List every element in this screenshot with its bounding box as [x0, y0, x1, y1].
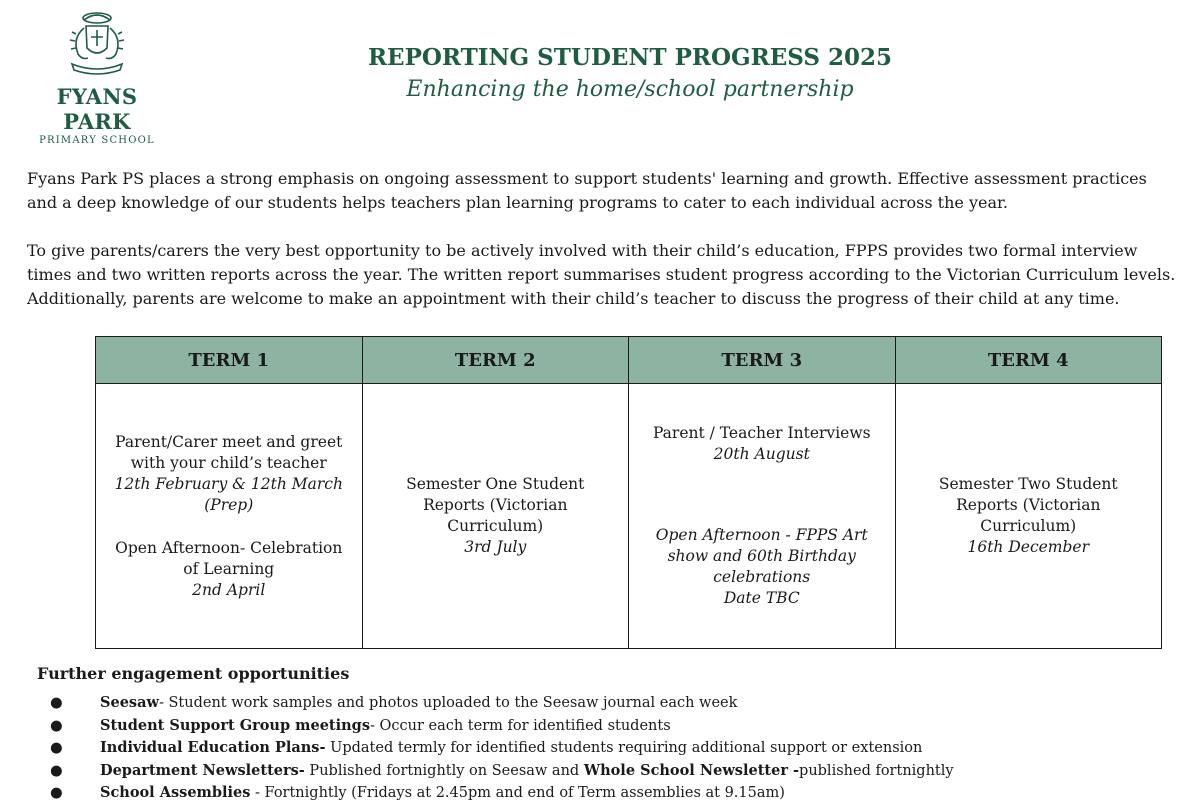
item-title-2: Whole School Newsletter -	[583, 761, 800, 779]
term-2-event-1: Semester One Student Reports (Victorian Curriculum)	[406, 475, 585, 535]
school-logo	[22, 8, 172, 146]
intro-paragraph-1: Fyans Park PS places a strong emphasis on ongoing assessment to support students' learning and growth. Effective assessment practices and a deep knowledge of our students helps teachers plan learning programs to cater to each individual across the year.	[27, 169, 1147, 212]
document-header	[330, 44, 930, 102]
item-title: Individual Education Plans-	[100, 739, 326, 757]
bullet-icon: ●	[50, 785, 63, 802]
page-title: REPORTING STUDENT PROGRESS 2025	[367, 44, 893, 71]
term-4-event-1: Semester Two Student Reports (Victorian Curriculum)	[938, 475, 1118, 535]
term-2-date-1: 3rd July	[464, 538, 527, 556]
item-title: Seesaw	[100, 694, 159, 711]
further-engagement-heading: Further engagement opportunities	[37, 664, 350, 683]
table-row	[96, 384, 1162, 649]
term-3-event-2: Open Afternoon - FPPS Art show and 60th Birthday celebrations	[655, 526, 868, 586]
list-item	[50, 737, 954, 760]
term-4-date-1: 16th December	[967, 538, 1090, 556]
item-title: School Assemblies	[100, 784, 251, 802]
school-crest-icon	[62, 8, 132, 80]
term-1-cell	[96, 384, 363, 649]
list-item	[50, 782, 954, 805]
school-subtitle: PRIMARY SCHOOL	[39, 135, 155, 146]
bullet-icon: ●	[50, 695, 63, 711]
table-header-row	[96, 337, 1162, 384]
term-3-cell	[629, 384, 896, 649]
engagement-list	[50, 692, 954, 805]
item-text: Published fortnightly on Seesaw and	[304, 762, 584, 779]
school-name: FYANS PARK	[56, 84, 138, 134]
term-4-cell	[895, 384, 1162, 649]
term-3-date-2: Date TBC	[723, 589, 800, 607]
item-text: - Fortnightly (Fridays at 2.45pm and end of Term assemblies at 9.15am)	[250, 785, 785, 802]
term-3-event-1: Parent / Teacher Interviews	[652, 424, 871, 442]
term-1-date-1: 12th February & 12th March (Prep)	[114, 474, 343, 514]
bullet-icon: ●	[50, 762, 63, 779]
list-item	[50, 715, 954, 738]
item-title: Department Newsletters-	[100, 761, 305, 779]
page-subtitle: Enhancing the home/school partnership	[406, 77, 854, 102]
item-text: - Occur each term for identified students	[369, 717, 671, 734]
list-item	[50, 760, 954, 783]
term-3-date-1: 20th August	[713, 445, 810, 463]
item-text: Updated termly for identified students requiring additional support or extension	[325, 740, 923, 757]
term-2-header: TERM 2	[362, 337, 629, 384]
term-1-header: TERM 1	[96, 337, 363, 384]
term-4-header: TERM 4	[895, 337, 1162, 384]
term-1-event-2: Open Afternoon- Celebration of Learning	[115, 538, 343, 578]
bullet-icon: ●	[50, 717, 63, 734]
term-2-cell	[362, 384, 629, 649]
list-item	[50, 692, 954, 715]
intro-paragraph-2: To give parents/carers the very best opportunity to be actively involved with their child’s education, FPPS provides two formal interview times and two written reports across the year. The written report summarises student progress according to the Victorian Curriculum levels. Additionally, parents are welcome to make an appointment with their child’s teacher to discuss the progress of their child at any time.	[27, 241, 1176, 308]
item-text: - Student work samples and photos uploaded to the Seesaw journal each week	[158, 695, 738, 711]
item-title: Student Support Group meetings	[100, 716, 370, 734]
term-3-header: TERM 3	[629, 337, 896, 384]
term-1-date-2: 2nd April	[192, 580, 266, 599]
item-text-2: published fortnightly	[799, 762, 954, 779]
bullet-icon: ●	[50, 740, 63, 757]
term-schedule-table	[95, 336, 1162, 649]
term-1-event-1: Parent/Carer meet and greet with your child’s teacher	[115, 432, 343, 472]
